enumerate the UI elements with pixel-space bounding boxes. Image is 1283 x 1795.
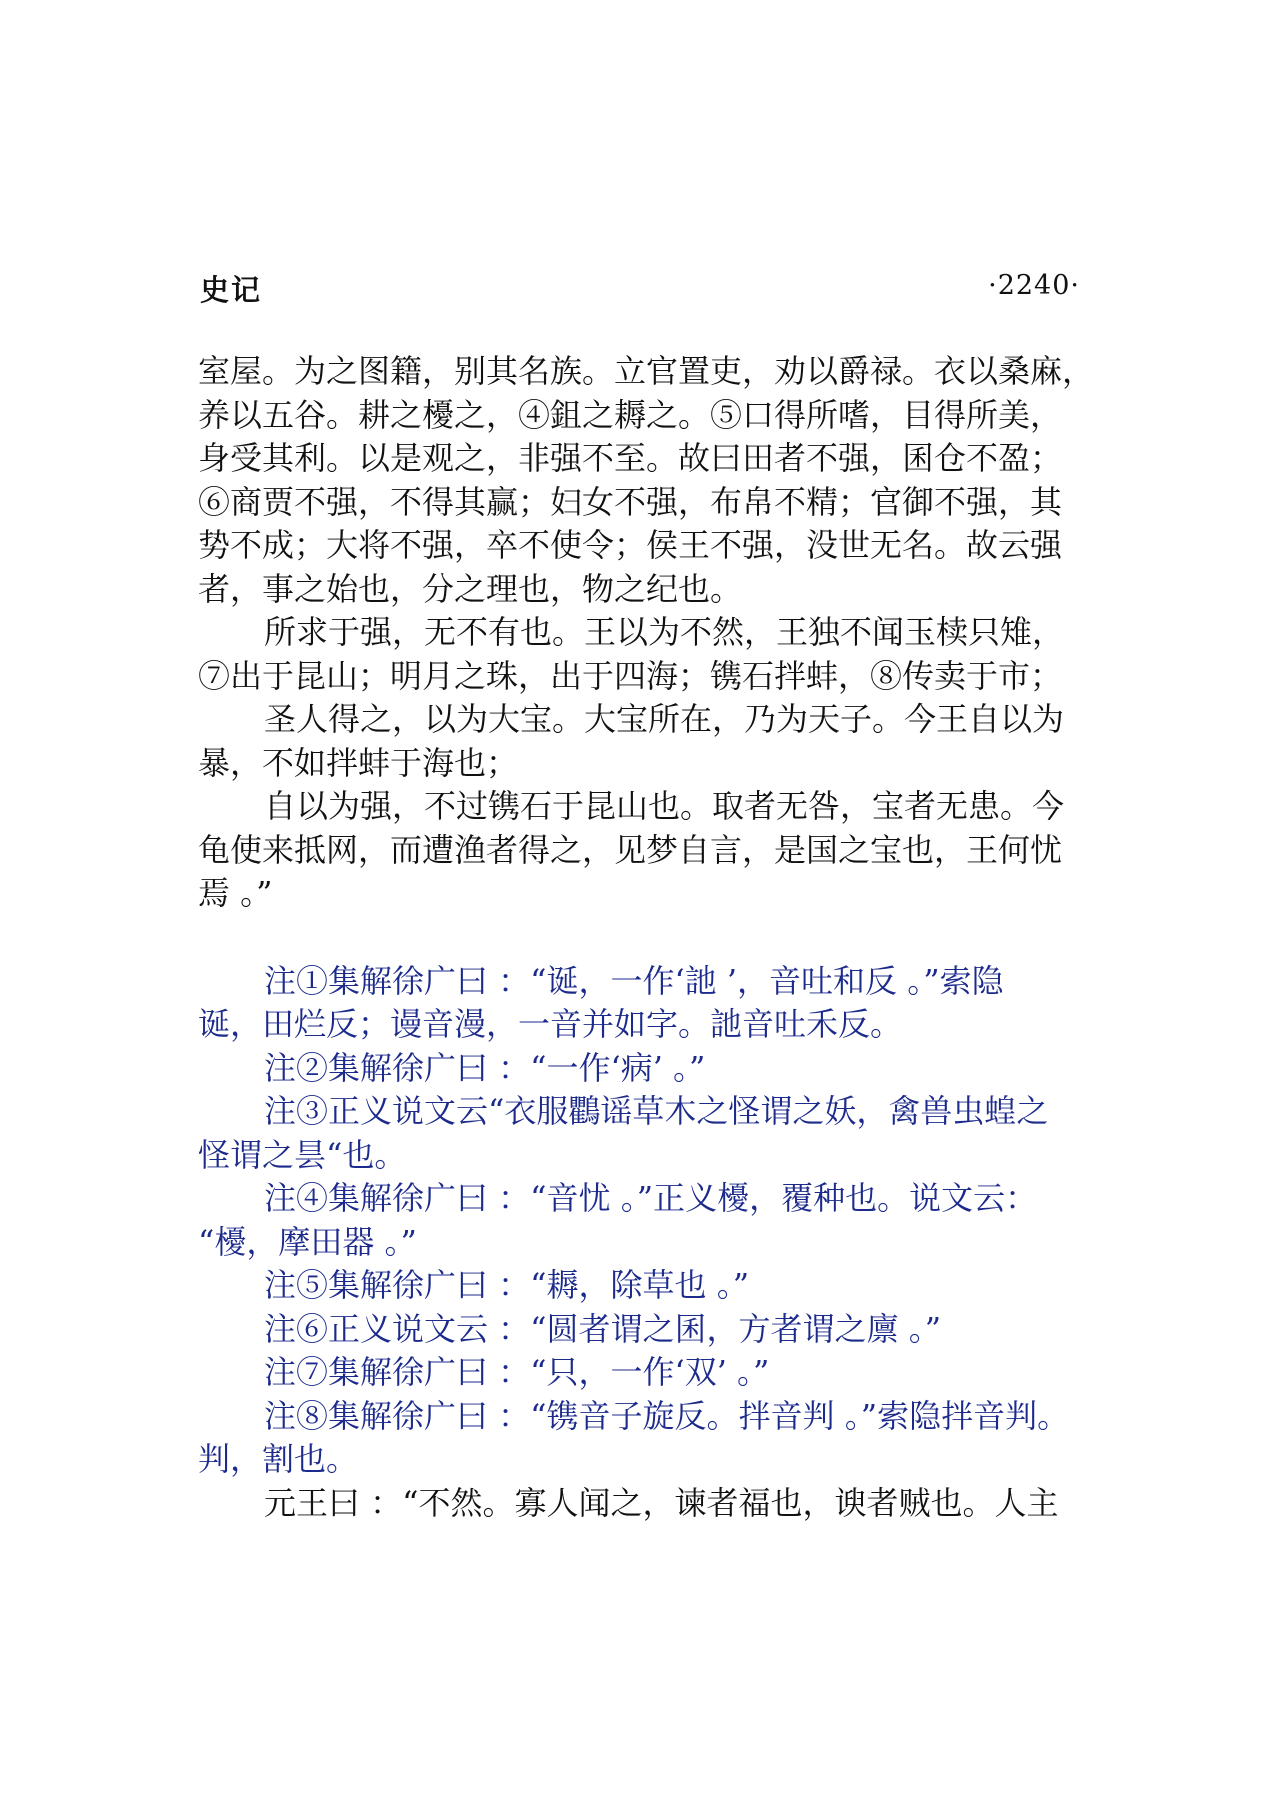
section-gap <box>198 916 1098 960</box>
page-content <box>198 350 1098 1525</box>
body-line: 养以五谷。耕之櫌之，④鉏之耨之。⑤口得所嗜，目得所美， <box>198 395 1063 434</box>
body-line: ⑥商贾不强，不得其赢；妇女不强，布帛不精；官御不强，其 <box>198 482 1063 521</box>
note-line: 注⑦集解徐广曰 ：“只，一作‘双’ 。” <box>264 1353 770 1391</box>
note-line: “櫌，摩田器 。” <box>198 1222 417 1261</box>
closing-text-block <box>198 1482 1098 1526</box>
note-line: 注⑤集解徐广曰 ：“耨，除草也 。” <box>264 1266 750 1304</box>
note-line: 注⑥正义说文云 ：“圆者谓之囷，方者谓之廪 。” <box>264 1309 942 1348</box>
body-line: 自以为强，不过镌石于昆山也。取者无咎，宝者无患。今 <box>264 787 1065 825</box>
note-line: 诞，田烂反；谩音漫，一音并如字。訑音吐禾反。 <box>198 1005 903 1043</box>
note-line: 注①集解徐广曰 ：“诞，一作‘訑 ’，音吐和反 。”索隐 <box>264 961 1004 1000</box>
page-number: ·2240· <box>988 270 1080 301</box>
body-line: 圣人得之，以为大宝。大宝所在，乃为天子。今王自以为 <box>264 700 1065 738</box>
note-line: 注②集解徐广曰 ：“一作‘病’ 。” <box>264 1048 706 1087</box>
book-title: 史记 <box>200 273 263 307</box>
body-line: 者，事之始也，分之理也，物之纪也。 <box>198 569 743 608</box>
note-line: 注⑧集解徐广曰 ：“镌音子旋反。拌音判 。”索隐拌音判。 <box>264 1396 1070 1435</box>
body-line: 龟使来抵网，而遭渔者得之，见梦自言，是国之宝也，王何忧 <box>198 830 1063 869</box>
note-line: 怪谓之昙“也。 <box>198 1135 407 1174</box>
body-line: 暴，不如拌蚌于海也； <box>198 743 519 782</box>
body-line: ⑦出于昆山；明月之珠，出于四海；镌石拌蚌，⑧传卖于市； <box>198 656 1063 695</box>
note-line: 注④集解徐广曰 ：“音忧 。”正义櫌，覆种也。说文云： <box>264 1179 1038 1217</box>
body-text-block <box>198 350 1098 916</box>
body-line: 焉 。” <box>198 874 273 912</box>
page-header <box>200 268 1080 308</box>
note-line: 判，割也。 <box>198 1440 359 1478</box>
body-line: 所求于强，无不有也。王以为不然，王独不闻玉椟只雉， <box>264 613 1065 651</box>
body-line: 身受其利。以是观之，非强不至。故曰田者不强，囷仓不盈； <box>198 439 1063 477</box>
note-line: 注③正义说文云“衣服鸜谣草木之怪谓之妖，禽兽虫蝗之 <box>264 1092 1049 1130</box>
body-line: 室屋。为之图籍，别其名族。立官置吏，劝以爵禄。衣以桑麻， <box>198 352 1095 390</box>
body-line: 元王曰 ：“不然。寡人闻之，谏者福也，谀者贼也。人主 <box>264 1483 1059 1522</box>
notes-block <box>198 960 1098 1482</box>
body-line: 势不成；大将不强，卒不使令；侯王不强，没世无名。故云强 <box>198 526 1063 564</box>
